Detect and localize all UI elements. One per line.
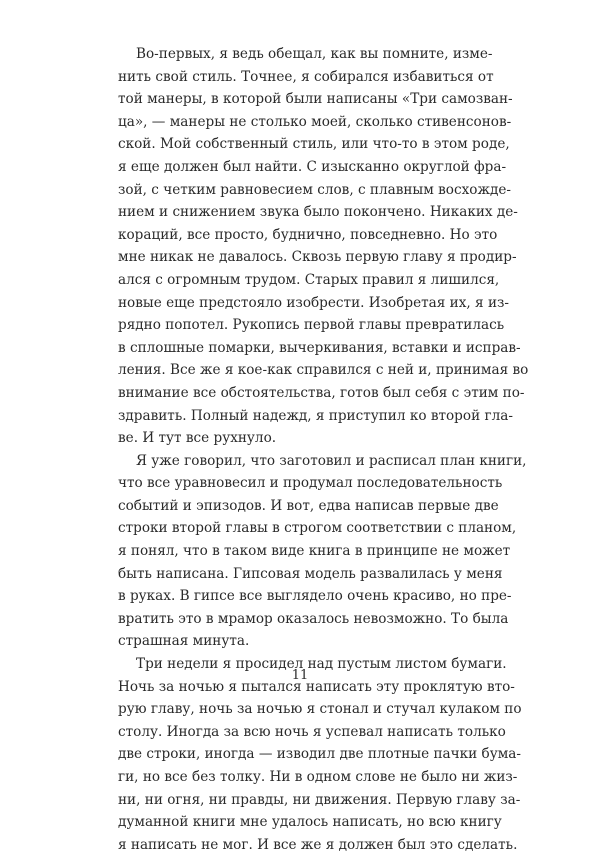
paragraph [118, 450, 527, 653]
text-line: внимание все обстоятельства, готов был себя с этим по- [118, 384, 525, 401]
text-line: в сплошные помарки, вычеркивания, вставки и исправ- [118, 339, 521, 356]
text-line: той манеры, в которой были написаны «Три самозван- [118, 91, 513, 108]
text-line: ался с огромным трудом. Старых правил я лишился, [118, 271, 500, 288]
text-line: две строки, иногда — изводил две плотные пачки бума- [118, 746, 521, 763]
text-line: Я уже говорил, что заготовил и расписал план книги, [136, 452, 527, 469]
text-line: мне никак не давалось. Сквозь первую главу я продир- [118, 249, 517, 266]
text-line: ги, но все без толку. Ни в одном слове не было ни жиз- [118, 769, 518, 785]
text-line: страшная минута. [118, 633, 250, 650]
text-line: зой, с четким равновесием слов, с плавным восхожде- [118, 181, 511, 198]
text-line: нить свой стиль. Точнее, я собирался избавиться от [118, 68, 494, 85]
text-line: вратить это в мрамор оказалось невозможно. То была [118, 610, 509, 627]
text-line: я еще должен был найти. С изысканно округлой фра- [118, 158, 507, 175]
text-line: нием и снижением звука было покончено. Никаких де- [118, 204, 518, 221]
text-line: думанной книги мне удалось написать, но всю книгу [118, 814, 502, 831]
text-line: ни, ни огня, ни правды, ни движения. Первую главу за- [118, 791, 521, 808]
text-line: рую главу, ночь за ночью я стонал и стучал кулаком по [118, 701, 522, 718]
text-line: событий и эпизодов. И вот, едва написав первые две [118, 497, 499, 514]
text-line: я понял, что в таком виде книга в принципе не может [118, 543, 511, 560]
text-line: столу. Иногда за всю ночь я успевал написать только [118, 723, 506, 740]
text-line: ской. Мой собственный стиль, или что-то в этом роде, [118, 136, 510, 153]
text-line: здравить. Полный надежд, я приступил ко второй гла- [118, 407, 513, 424]
text-line: рядно попотел. Рукопись первой главы превратилась [118, 317, 505, 334]
text-line: Во-первых, я ведь обещал, как вы помните, изме- [136, 46, 493, 62]
text-line: я написать не мог. И все же я должен был это сделать. [118, 836, 518, 853]
text-line: Ночь за ночью я пытался написать эту проклятую вто- [118, 678, 515, 695]
text-line: ца», — манеры не столько моей, сколько стивенсонов- [118, 113, 512, 130]
text-line: быть написана. Гипсовая модель развалилась у меня [118, 565, 503, 582]
text-line: новые еще предстояло изобрести. Изобретая их, я из- [118, 294, 510, 311]
page-number: 11 [291, 668, 309, 683]
page-body-text [118, 43, 529, 856]
text-line: ве. И тут все рухнуло. [118, 430, 277, 447]
paragraph [118, 653, 522, 856]
text-line: ления. Все же я кое-как справился с ней и, принимая во [118, 362, 529, 379]
text-line: в руках. В гипсе все выглядело очень красиво, но пре- [118, 588, 512, 605]
text-line: кораций, все просто, буднично, повседневно. Но это [118, 226, 498, 243]
paragraph [118, 43, 529, 450]
text-line: строки второй главы в строгом соответствии с планом, [118, 520, 517, 537]
text-line: Три недели я просидел над пустым листом бумаги. [136, 656, 507, 673]
text-line: что все уравновесил и продумал последовательность [118, 475, 503, 492]
